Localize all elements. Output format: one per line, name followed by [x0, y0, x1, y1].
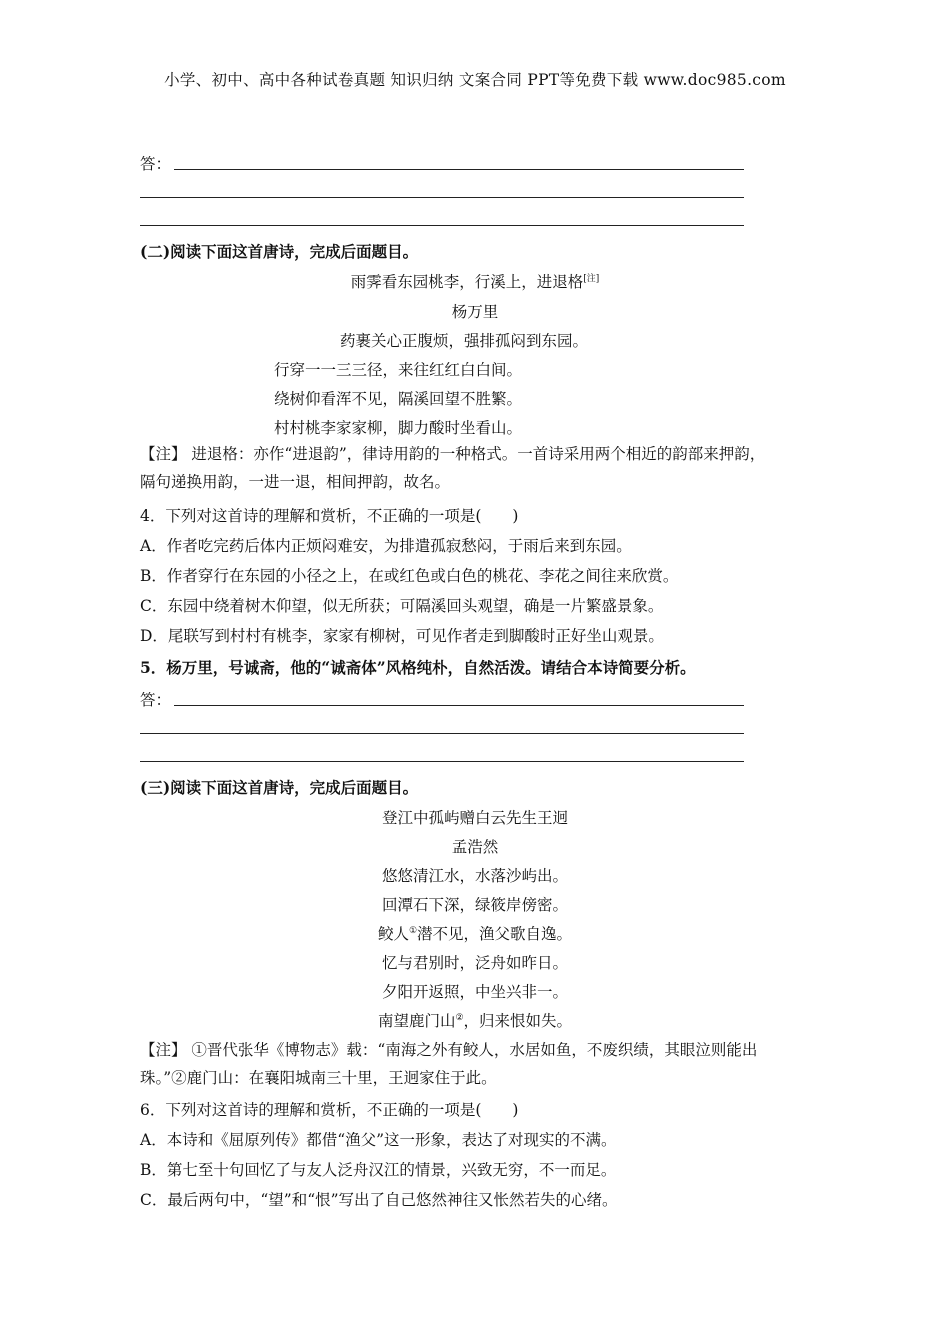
poem3-note-line: 珠。”②鹿门山：在襄阳城南三十里，王迥家住于此。 — [140, 1069, 497, 1087]
poem3-line — [140, 922, 810, 944]
poem3-author: 孟浩然 — [451, 838, 499, 856]
question-5: 5．杨万里，号诚斋，他的“诚斋体”风格纯朴，自然活泼。请结合本诗简要分析。 — [140, 658, 696, 677]
poem2-line: 绕树仰看浑不见，隔溪回望不胜繁。 — [274, 390, 523, 408]
page-header: 小学、初中、高中各种试卷真题 知识归纳 文案合同 PPT等免费下载 www.doc985.com — [164, 71, 786, 89]
answer-line[interactable] — [140, 761, 744, 762]
poem3-line: 悠悠清江水，水落沙屿出。 — [381, 867, 568, 885]
poem2-line: 村村桃李家家柳，脚力酸时坐看山。 — [274, 419, 523, 437]
poem3-line-part: 鲛人 — [377, 925, 409, 943]
poem2-title-text: 雨霁看东园桃李，行溪上，进退格 — [350, 273, 584, 291]
poem3-line: 夕阳开返照，中坐兴非一。 — [381, 983, 568, 1001]
answer-line[interactable] — [174, 169, 744, 170]
q4-option-c: C．东园中绕着树木仰望，似无所获；可隔溪回头观望，确是一片繁盛景象。 — [140, 597, 664, 615]
section3-heading: (三)阅读下面这首唐诗，完成后面题目。 — [140, 778, 419, 797]
section2-heading: (二)阅读下面这首唐诗，完成后面题目。 — [140, 242, 419, 261]
poem3-line-part: 潜不见，渔父歌自逸。 — [417, 925, 573, 943]
answer-row-1 — [140, 152, 744, 172]
q6-option-a: A．本诗和《屈原列传》都借“渔父”这一形象，表达了对现实的不满。 — [140, 1131, 617, 1149]
answer-row-5 — [140, 716, 744, 736]
answer-row-4 — [140, 688, 744, 708]
poem2-author: 杨万里 — [451, 303, 499, 321]
poem2-note-line: 【注】 进退格：亦作“进退韵”，律诗用韵的一种格式。一首诗采用两个相近的韵部来押韵， — [140, 445, 766, 463]
q6-option-b: B．第七至十句回忆了与友人泛舟汉江的情景，兴致无穷，不一而足。 — [140, 1161, 617, 1179]
answer-line[interactable] — [174, 705, 744, 706]
poem3-line-part: ，归来恨如失。 — [463, 1012, 573, 1030]
answer-label: 答： — [140, 155, 172, 173]
answer-line[interactable] — [140, 733, 744, 734]
poem2-note-mark: [注] — [583, 273, 600, 284]
q4-option-b: B．作者穿行在东园的小径之上，在或红色或白色的桃花、李花之间往来欣赏。 — [140, 567, 679, 585]
poem3-line: 忆与君别时，泛舟如昨日。 — [381, 954, 568, 972]
q4-option-d: D．尾联写到村村有桃李，家家有柳树，可见作者走到脚酸时正好坐山观景。 — [140, 627, 664, 645]
answer-row-6 — [140, 744, 744, 764]
poem2-note-line: 隔句递换用韵，一进一退，相间押韵，故名。 — [140, 473, 451, 491]
answer-label: 答： — [140, 691, 172, 709]
poem3-title: 登江中孤屿赠白云先生王迥 — [381, 809, 568, 827]
note-mark-2: ② — [455, 1012, 464, 1023]
question-6: 6．下列对这首诗的理解和赏析，不正确的一项是( ) — [140, 1101, 519, 1119]
poem3-note — [140, 1036, 820, 1092]
poem2-title — [140, 270, 810, 292]
poem3-line-part: 南望鹿门山 — [377, 1012, 456, 1030]
poem3-line — [140, 1009, 810, 1031]
answer-row-2 — [140, 180, 744, 200]
poem3-line: 回潭石下深，绿筱岸傍密。 — [381, 896, 568, 914]
question-4: 4．下列对这首诗的理解和赏析，不正确的一项是( ) — [140, 507, 519, 525]
poem2-line: 行穿一一三三径，来往红红白白间。 — [274, 361, 523, 379]
note-mark-1: ① — [408, 925, 418, 936]
answer-line[interactable] — [140, 197, 744, 198]
poem2-note — [140, 440, 820, 496]
poem3-note-line: 【注】 ①晋代张华《博物志》载：“南海之外有鲛人，水居如鱼，不废织绩，其眼泣则能出 — [140, 1041, 758, 1059]
answer-line[interactable] — [140, 225, 744, 226]
q4-option-a: A．作者吃完药后体内正烦闷难安，为排遣孤寂愁闷，于雨后来到东园。 — [140, 537, 632, 555]
answer-row-3 — [140, 208, 744, 228]
q6-option-c: C．最后两句中，“望”和“恨”写出了自己悠然神往又怅然若失的心绪。 — [140, 1191, 618, 1209]
poem2-line: 药裹关心正腹烦，强排孤闷到东园。 — [340, 332, 589, 350]
